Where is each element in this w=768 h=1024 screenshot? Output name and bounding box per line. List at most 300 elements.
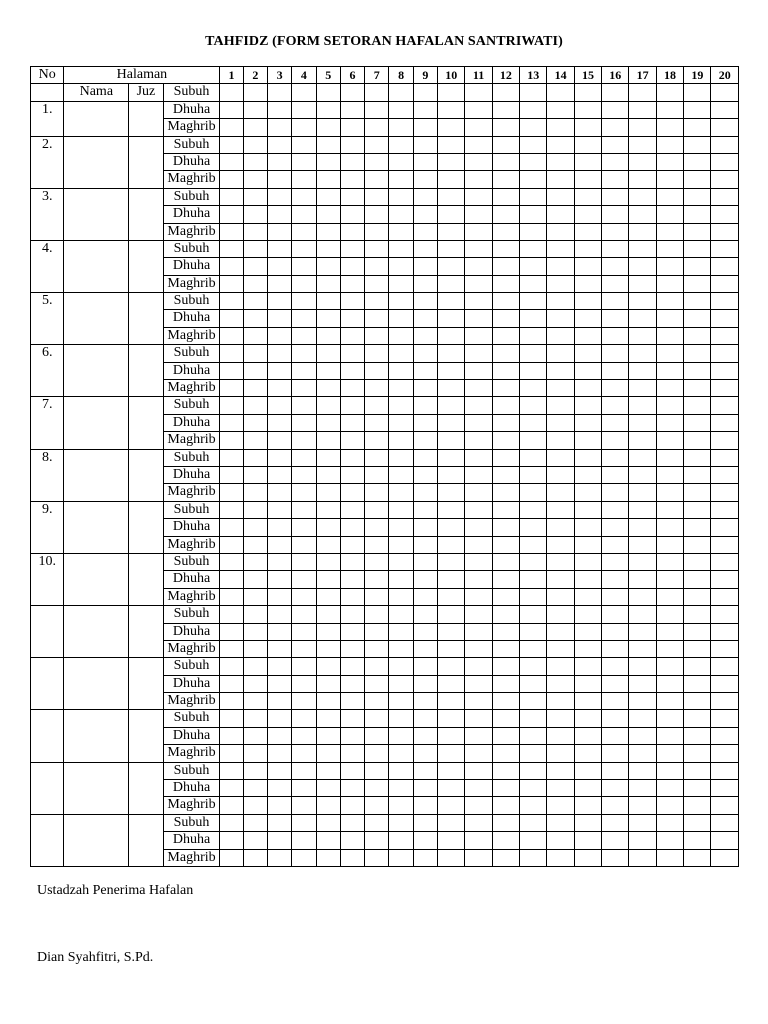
day-cell[interactable]: [492, 675, 519, 692]
day-cell[interactable]: [438, 745, 465, 762]
day-cell[interactable]: [365, 710, 389, 727]
day-cell[interactable]: [220, 153, 243, 170]
day-cell[interactable]: [684, 745, 711, 762]
day-cell[interactable]: [684, 675, 711, 692]
day-cell[interactable]: [316, 849, 340, 866]
day-cell[interactable]: [492, 466, 519, 483]
day-cell[interactable]: [340, 136, 364, 153]
day-cell[interactable]: [520, 345, 547, 362]
day-cell[interactable]: [267, 832, 291, 849]
day-cell[interactable]: [389, 397, 413, 414]
day-cell[interactable]: [547, 693, 574, 710]
day-cell[interactable]: [316, 293, 340, 310]
day-cell[interactable]: [465, 345, 492, 362]
day-cell[interactable]: [438, 327, 465, 344]
day-cell[interactable]: [656, 119, 683, 136]
day-cell[interactable]: [340, 519, 364, 536]
day-cell[interactable]: [413, 275, 437, 292]
day-cell[interactable]: [220, 327, 243, 344]
day-cell[interactable]: [389, 293, 413, 310]
day-cell[interactable]: [316, 571, 340, 588]
day-cell[interactable]: [389, 345, 413, 362]
day-cell[interactable]: [547, 797, 574, 814]
nama-cell[interactable]: [64, 345, 129, 397]
day-cell[interactable]: [365, 693, 389, 710]
day-cell[interactable]: [629, 327, 656, 344]
day-cell[interactable]: [243, 727, 267, 744]
day-cell[interactable]: [574, 258, 601, 275]
day-cell[interactable]: [465, 171, 492, 188]
day-cell[interactable]: [340, 745, 364, 762]
day-cell[interactable]: [711, 466, 739, 483]
day-cell[interactable]: [629, 745, 656, 762]
day-cell[interactable]: [438, 519, 465, 536]
day-cell[interactable]: [316, 84, 340, 101]
day-cell[interactable]: [684, 640, 711, 657]
juz-cell[interactable]: [129, 136, 163, 188]
day-cell[interactable]: [316, 397, 340, 414]
day-cell[interactable]: [574, 136, 601, 153]
day-cell[interactable]: [267, 310, 291, 327]
day-cell[interactable]: [629, 658, 656, 675]
day-cell[interactable]: [316, 745, 340, 762]
day-cell[interactable]: [602, 84, 629, 101]
day-cell[interactable]: [684, 814, 711, 831]
day-cell[interactable]: [389, 171, 413, 188]
day-cell[interactable]: [413, 640, 437, 657]
day-cell[interactable]: [389, 745, 413, 762]
day-cell[interactable]: [684, 188, 711, 205]
day-cell[interactable]: [520, 693, 547, 710]
day-cell[interactable]: [316, 466, 340, 483]
juz-cell[interactable]: [129, 449, 163, 501]
day-cell[interactable]: [574, 188, 601, 205]
day-cell[interactable]: [492, 727, 519, 744]
day-cell[interactable]: [547, 727, 574, 744]
day-cell[interactable]: [389, 553, 413, 570]
day-cell[interactable]: [413, 310, 437, 327]
day-cell[interactable]: [316, 258, 340, 275]
day-cell[interactable]: [547, 640, 574, 657]
day-cell[interactable]: [602, 588, 629, 605]
day-cell[interactable]: [656, 414, 683, 431]
day-cell[interactable]: [684, 258, 711, 275]
day-cell[interactable]: [574, 519, 601, 536]
day-cell[interactable]: [413, 501, 437, 518]
day-cell[interactable]: [711, 223, 739, 240]
day-cell[interactable]: [629, 675, 656, 692]
day-cell[interactable]: [438, 606, 465, 623]
day-cell[interactable]: [340, 588, 364, 605]
day-cell[interactable]: [413, 327, 437, 344]
day-cell[interactable]: [292, 223, 316, 240]
day-cell[interactable]: [220, 240, 243, 257]
day-cell[interactable]: [492, 101, 519, 118]
day-cell[interactable]: [389, 727, 413, 744]
day-cell[interactable]: [389, 362, 413, 379]
day-cell[interactable]: [520, 571, 547, 588]
day-cell[interactable]: [602, 797, 629, 814]
day-cell[interactable]: [340, 553, 364, 570]
day-cell[interactable]: [220, 536, 243, 553]
day-cell[interactable]: [602, 710, 629, 727]
day-cell[interactable]: [547, 153, 574, 170]
day-cell[interactable]: [520, 745, 547, 762]
day-cell[interactable]: [465, 780, 492, 797]
day-cell[interactable]: [492, 188, 519, 205]
day-cell[interactable]: [292, 571, 316, 588]
day-cell[interactable]: [389, 675, 413, 692]
day-cell[interactable]: [520, 501, 547, 518]
day-cell[interactable]: [243, 397, 267, 414]
day-cell[interactable]: [492, 693, 519, 710]
day-cell[interactable]: [438, 136, 465, 153]
day-cell[interactable]: [492, 136, 519, 153]
day-cell[interactable]: [413, 832, 437, 849]
nama-cell[interactable]: [64, 710, 129, 762]
day-cell[interactable]: [316, 432, 340, 449]
day-cell[interactable]: [711, 519, 739, 536]
day-cell[interactable]: [243, 432, 267, 449]
day-cell[interactable]: [520, 275, 547, 292]
day-cell[interactable]: [629, 310, 656, 327]
day-cell[interactable]: [520, 710, 547, 727]
day-cell[interactable]: [340, 466, 364, 483]
day-cell[interactable]: [629, 449, 656, 466]
day-cell[interactable]: [656, 206, 683, 223]
day-cell[interactable]: [492, 710, 519, 727]
day-cell[interactable]: [243, 832, 267, 849]
day-cell[interactable]: [711, 432, 739, 449]
day-cell[interactable]: [465, 832, 492, 849]
day-cell[interactable]: [547, 414, 574, 431]
day-cell[interactable]: [292, 327, 316, 344]
day-cell[interactable]: [220, 814, 243, 831]
day-cell[interactable]: [520, 206, 547, 223]
day-cell[interactable]: [492, 762, 519, 779]
nama-cell[interactable]: [64, 101, 129, 136]
day-cell[interactable]: [574, 832, 601, 849]
day-cell[interactable]: [629, 727, 656, 744]
day-cell[interactable]: [413, 606, 437, 623]
day-cell[interactable]: [340, 258, 364, 275]
day-cell[interactable]: [656, 84, 683, 101]
day-cell[interactable]: [520, 84, 547, 101]
day-cell[interactable]: [629, 258, 656, 275]
day-cell[interactable]: [267, 501, 291, 518]
day-cell[interactable]: [243, 484, 267, 501]
day-cell[interactable]: [243, 153, 267, 170]
nama-cell[interactable]: [64, 606, 129, 658]
day-cell[interactable]: [656, 762, 683, 779]
day-cell[interactable]: [574, 466, 601, 483]
day-cell[interactable]: [684, 727, 711, 744]
day-cell[interactable]: [629, 606, 656, 623]
day-cell[interactable]: [292, 797, 316, 814]
juz-cell[interactable]: [129, 762, 163, 814]
day-cell[interactable]: [629, 484, 656, 501]
day-cell[interactable]: [389, 258, 413, 275]
day-cell[interactable]: [684, 849, 711, 866]
day-cell[interactable]: [365, 658, 389, 675]
day-cell[interactable]: [520, 727, 547, 744]
day-cell[interactable]: [316, 710, 340, 727]
day-cell[interactable]: [711, 814, 739, 831]
day-cell[interactable]: [389, 240, 413, 257]
day-cell[interactable]: [267, 588, 291, 605]
day-cell[interactable]: [413, 727, 437, 744]
day-cell[interactable]: [684, 275, 711, 292]
day-cell[interactable]: [711, 397, 739, 414]
day-cell[interactable]: [413, 223, 437, 240]
day-cell[interactable]: [413, 780, 437, 797]
juz-cell[interactable]: [129, 553, 163, 605]
day-cell[interactable]: [492, 571, 519, 588]
day-cell[interactable]: [389, 310, 413, 327]
day-cell[interactable]: [574, 501, 601, 518]
day-cell[interactable]: [243, 258, 267, 275]
day-cell[interactable]: [547, 832, 574, 849]
day-cell[interactable]: [602, 675, 629, 692]
day-cell[interactable]: [656, 449, 683, 466]
day-cell[interactable]: [243, 310, 267, 327]
day-cell[interactable]: [292, 536, 316, 553]
day-cell[interactable]: [656, 675, 683, 692]
day-cell[interactable]: [547, 432, 574, 449]
day-cell[interactable]: [574, 432, 601, 449]
day-cell[interactable]: [389, 693, 413, 710]
day-cell[interactable]: [656, 484, 683, 501]
day-cell[interactable]: [602, 640, 629, 657]
day-cell[interactable]: [629, 380, 656, 397]
day-cell[interactable]: [684, 414, 711, 431]
day-cell[interactable]: [220, 397, 243, 414]
day-cell[interactable]: [465, 258, 492, 275]
day-cell[interactable]: [243, 780, 267, 797]
day-cell[interactable]: [656, 432, 683, 449]
day-cell[interactable]: [413, 675, 437, 692]
day-cell[interactable]: [413, 519, 437, 536]
day-cell[interactable]: [292, 84, 316, 101]
day-cell[interactable]: [413, 432, 437, 449]
juz-cell[interactable]: [129, 658, 163, 710]
day-cell[interactable]: [574, 362, 601, 379]
day-cell[interactable]: [574, 623, 601, 640]
day-cell[interactable]: [389, 658, 413, 675]
day-cell[interactable]: [340, 84, 364, 101]
day-cell[interactable]: [413, 814, 437, 831]
day-cell[interactable]: [292, 762, 316, 779]
day-cell[interactable]: [243, 519, 267, 536]
day-cell[interactable]: [684, 153, 711, 170]
day-cell[interactable]: [220, 640, 243, 657]
day-cell[interactable]: [340, 362, 364, 379]
day-cell[interactable]: [465, 101, 492, 118]
day-cell[interactable]: [574, 536, 601, 553]
day-cell[interactable]: [520, 658, 547, 675]
day-cell[interactable]: [602, 171, 629, 188]
day-cell[interactable]: [574, 693, 601, 710]
day-cell[interactable]: [243, 745, 267, 762]
day-cell[interactable]: [438, 693, 465, 710]
day-cell[interactable]: [711, 693, 739, 710]
day-cell[interactable]: [602, 727, 629, 744]
day-cell[interactable]: [438, 727, 465, 744]
day-cell[interactable]: [365, 171, 389, 188]
day-cell[interactable]: [438, 397, 465, 414]
day-cell[interactable]: [220, 171, 243, 188]
day-cell[interactable]: [547, 310, 574, 327]
day-cell[interactable]: [340, 658, 364, 675]
day-cell[interactable]: [656, 293, 683, 310]
day-cell[interactable]: [602, 623, 629, 640]
day-cell[interactable]: [574, 484, 601, 501]
day-cell[interactable]: [492, 414, 519, 431]
day-cell[interactable]: [340, 727, 364, 744]
day-cell[interactable]: [316, 119, 340, 136]
day-cell[interactable]: [656, 101, 683, 118]
day-cell[interactable]: [547, 362, 574, 379]
day-cell[interactable]: [340, 536, 364, 553]
day-cell[interactable]: [629, 119, 656, 136]
day-cell[interactable]: [656, 553, 683, 570]
day-cell[interactable]: [292, 675, 316, 692]
day-cell[interactable]: [389, 762, 413, 779]
day-cell[interactable]: [389, 432, 413, 449]
day-cell[interactable]: [465, 327, 492, 344]
day-cell[interactable]: [711, 640, 739, 657]
day-cell[interactable]: [711, 553, 739, 570]
day-cell[interactable]: [547, 136, 574, 153]
day-cell[interactable]: [520, 640, 547, 657]
day-cell[interactable]: [292, 519, 316, 536]
day-cell[interactable]: [465, 640, 492, 657]
day-cell[interactable]: [684, 206, 711, 223]
day-cell[interactable]: [292, 553, 316, 570]
day-cell[interactable]: [438, 188, 465, 205]
day-cell[interactable]: [316, 206, 340, 223]
day-cell[interactable]: [602, 223, 629, 240]
day-cell[interactable]: [267, 797, 291, 814]
day-cell[interactable]: [365, 501, 389, 518]
day-cell[interactable]: [438, 275, 465, 292]
day-cell[interactable]: [574, 310, 601, 327]
day-cell[interactable]: [656, 153, 683, 170]
day-cell[interactable]: [365, 188, 389, 205]
day-cell[interactable]: [547, 501, 574, 518]
day-cell[interactable]: [220, 449, 243, 466]
day-cell[interactable]: [629, 588, 656, 605]
day-cell[interactable]: [684, 797, 711, 814]
day-cell[interactable]: [574, 710, 601, 727]
day-cell[interactable]: [365, 240, 389, 257]
day-cell[interactable]: [465, 240, 492, 257]
day-cell[interactable]: [389, 606, 413, 623]
day-cell[interactable]: [574, 327, 601, 344]
day-cell[interactable]: [316, 675, 340, 692]
day-cell[interactable]: [292, 101, 316, 118]
day-cell[interactable]: [243, 797, 267, 814]
day-cell[interactable]: [711, 240, 739, 257]
day-cell[interactable]: [547, 223, 574, 240]
day-cell[interactable]: [547, 380, 574, 397]
day-cell[interactable]: [243, 606, 267, 623]
day-cell[interactable]: [438, 101, 465, 118]
day-cell[interactable]: [520, 240, 547, 257]
day-cell[interactable]: [520, 484, 547, 501]
day-cell[interactable]: [316, 484, 340, 501]
day-cell[interactable]: [711, 101, 739, 118]
day-cell[interactable]: [413, 466, 437, 483]
day-cell[interactable]: [243, 414, 267, 431]
day-cell[interactable]: [602, 362, 629, 379]
day-cell[interactable]: [656, 258, 683, 275]
day-cell[interactable]: [389, 623, 413, 640]
day-cell[interactable]: [220, 797, 243, 814]
day-cell[interactable]: [656, 623, 683, 640]
day-cell[interactable]: [292, 814, 316, 831]
day-cell[interactable]: [389, 327, 413, 344]
day-cell[interactable]: [629, 710, 656, 727]
day-cell[interactable]: [629, 797, 656, 814]
day-cell[interactable]: [465, 293, 492, 310]
day-cell[interactable]: [438, 780, 465, 797]
day-cell[interactable]: [413, 258, 437, 275]
day-cell[interactable]: [438, 484, 465, 501]
day-cell[interactable]: [340, 449, 364, 466]
day-cell[interactable]: [220, 832, 243, 849]
day-cell[interactable]: [520, 171, 547, 188]
day-cell[interactable]: [243, 223, 267, 240]
day-cell[interactable]: [602, 258, 629, 275]
day-cell[interactable]: [602, 519, 629, 536]
day-cell[interactable]: [656, 380, 683, 397]
day-cell[interactable]: [547, 675, 574, 692]
day-cell[interactable]: [520, 380, 547, 397]
day-cell[interactable]: [465, 571, 492, 588]
day-cell[interactable]: [684, 762, 711, 779]
day-cell[interactable]: [438, 553, 465, 570]
day-cell[interactable]: [365, 153, 389, 170]
day-cell[interactable]: [220, 275, 243, 292]
day-cell[interactable]: [465, 188, 492, 205]
day-cell[interactable]: [492, 206, 519, 223]
day-cell[interactable]: [684, 101, 711, 118]
day-cell[interactable]: [520, 797, 547, 814]
day-cell[interactable]: [684, 623, 711, 640]
day-cell[interactable]: [267, 240, 291, 257]
day-cell[interactable]: [438, 762, 465, 779]
day-cell[interactable]: [465, 536, 492, 553]
day-cell[interactable]: [438, 293, 465, 310]
day-cell[interactable]: [438, 588, 465, 605]
day-cell[interactable]: [547, 780, 574, 797]
day-cell[interactable]: [629, 814, 656, 831]
day-cell[interactable]: [711, 171, 739, 188]
day-cell[interactable]: [520, 449, 547, 466]
day-cell[interactable]: [656, 397, 683, 414]
day-cell[interactable]: [656, 658, 683, 675]
day-cell[interactable]: [220, 675, 243, 692]
day-cell[interactable]: [292, 501, 316, 518]
day-cell[interactable]: [465, 693, 492, 710]
day-cell[interactable]: [292, 136, 316, 153]
day-cell[interactable]: [547, 623, 574, 640]
day-cell[interactable]: [365, 797, 389, 814]
day-cell[interactable]: [413, 240, 437, 257]
day-cell[interactable]: [267, 223, 291, 240]
day-cell[interactable]: [243, 362, 267, 379]
